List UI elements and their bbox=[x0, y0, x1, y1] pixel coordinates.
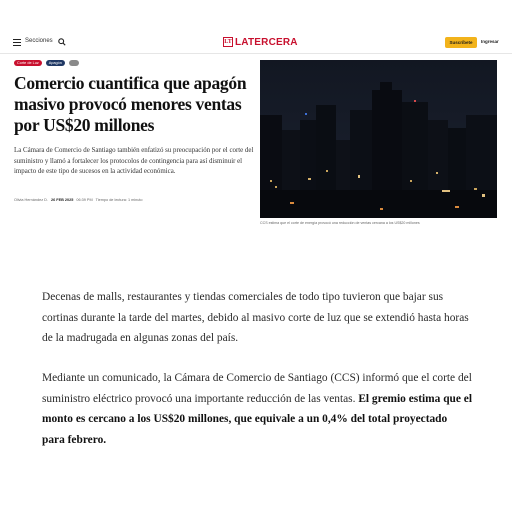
publish-time: 06:39 PM bbox=[76, 198, 93, 202]
login-link[interactable]: Ingresar bbox=[481, 39, 499, 44]
article-headline: Comercio cuantifica que apagón masivo provocó menores ventas por US$20 millones bbox=[14, 73, 247, 135]
subscribe-button[interactable]: Suscríbete bbox=[445, 37, 477, 48]
article-paragraph-1: Decenas de malls, restaurantes y tiendas comerciales de todo tipo tuvieron que bajar sus cortinas durante la tarde del martes, debido al masivo corte de luz que se extendió hasta horas de la madrugada en algunas zonas del país. bbox=[42, 291, 469, 344]
tag-corte-de-luz[interactable]: Corte de Luz bbox=[14, 60, 42, 66]
article-photo bbox=[260, 60, 497, 218]
article-paragraph-2 bbox=[42, 368, 472, 450]
paragraph-2-highlight: El gremio estima que el monto es cercano a los US$20 millones, que equivale a un 0,4% del total proyectado para febrero. bbox=[42, 392, 472, 446]
logo-mark: LT bbox=[224, 39, 232, 45]
publish-date: 26 FEB 2025 bbox=[50, 198, 74, 202]
sections-link[interactable]: Secciones bbox=[25, 38, 53, 44]
tag-apagon[interactable]: Apagón bbox=[46, 60, 65, 66]
night-city-skyline-image bbox=[260, 60, 497, 218]
paragraph-2-text: Mediante un comunicado, la Cámara de Comercio de Santiago (CCS) informó que el corte del suministro eléctrico provocó una importante reducción de las ventas. bbox=[42, 372, 472, 405]
hamburger-menu-icon[interactable] bbox=[13, 39, 21, 46]
byline bbox=[14, 198, 143, 202]
author-name[interactable]: Olivia Hernández D. bbox=[14, 198, 48, 202]
logo-text: LATERCERA bbox=[235, 36, 298, 48]
topic-tags bbox=[14, 60, 79, 66]
search-icon[interactable] bbox=[58, 38, 66, 46]
tag-more[interactable] bbox=[69, 60, 79, 66]
article-summary: La Cámara de Comercio de Santiago también enfatizó su preocupación por el corte del suministro y llamó a fortalecer los protocolos de contingencia para así disminuir el impacto de este tipo de sucesos en la actividad económica. bbox=[14, 147, 254, 175]
header-divider bbox=[0, 53, 512, 54]
photo-caption: CCS estima que el corte de energía provocó una reducción de ventas cercana a los US$20 millones bbox=[260, 221, 420, 225]
site-logo[interactable] bbox=[223, 36, 298, 48]
reading-time: Tiempo de lectura: 1 minuto bbox=[95, 198, 143, 202]
